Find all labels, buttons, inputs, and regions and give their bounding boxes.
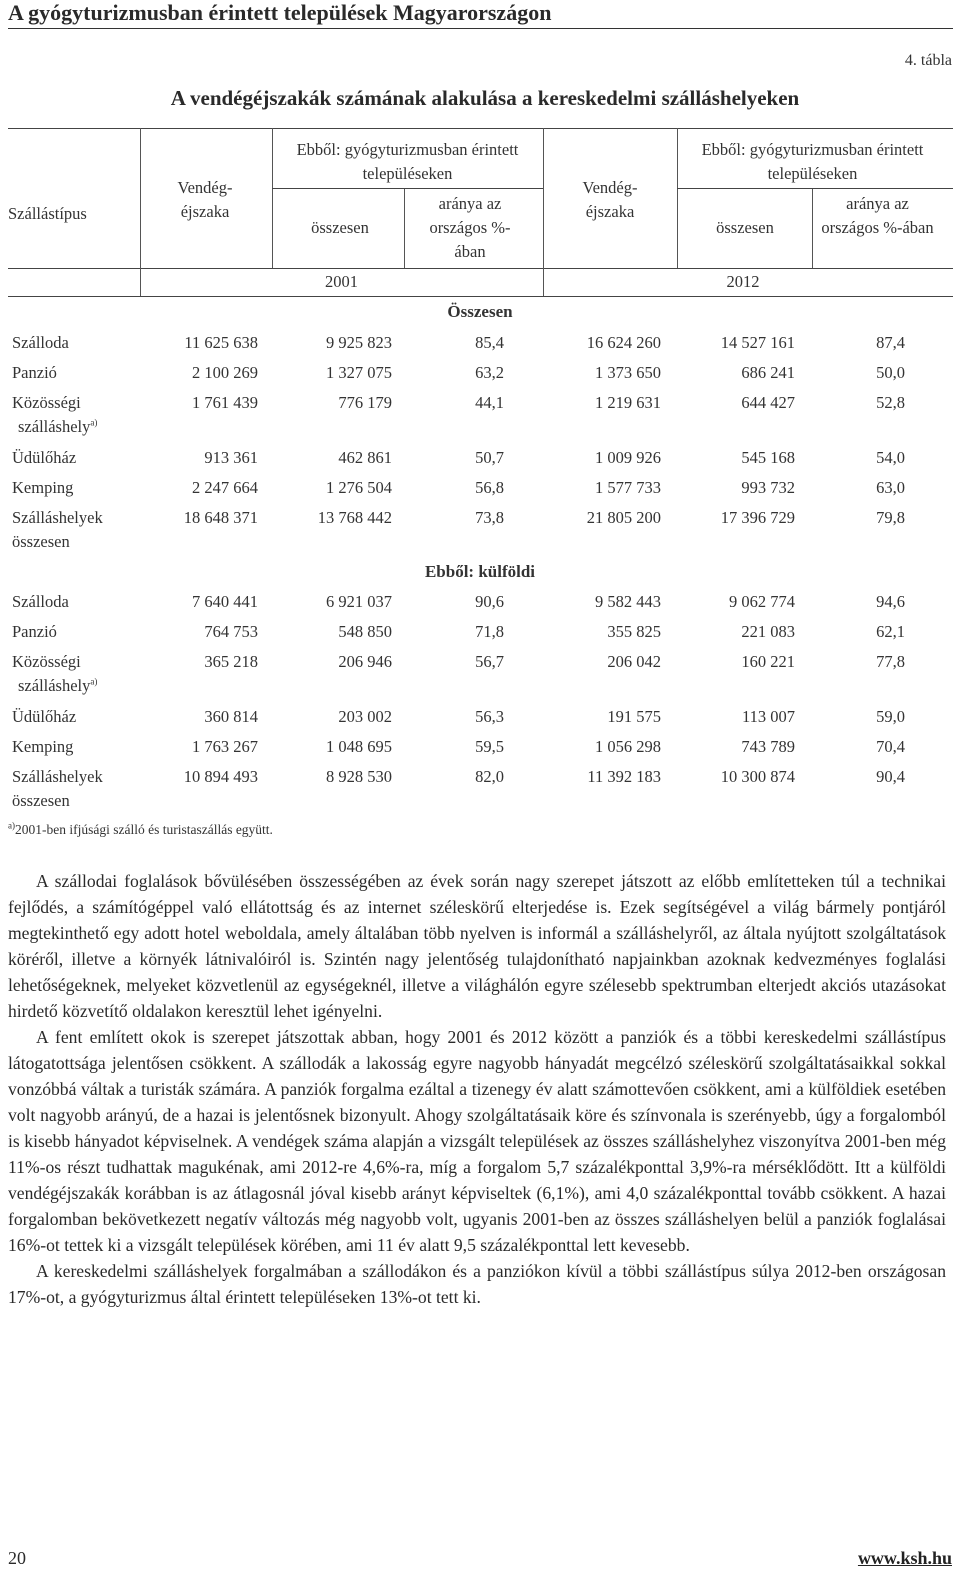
col-header-type: Szállástípus (8, 204, 87, 223)
footnote-text: 2001-ben ifjúsági szálló és turistaszállás együtt. (15, 822, 273, 837)
table-cell: 1 763 267 (192, 737, 258, 756)
table-cell: 94,6 (876, 592, 905, 611)
col-header-nights-2012: Vendég-éjszaka (582, 178, 638, 221)
table-cell: 13 768 442 (317, 508, 392, 527)
table-cell: 548 850 (338, 622, 392, 641)
footnote-mark: a) (8, 820, 15, 831)
table-number: 4. tábla (904, 52, 952, 69)
table-cell: 764 753 (204, 622, 258, 641)
table-cell: 360 814 (204, 707, 258, 726)
table-cell: 545 168 (741, 448, 795, 467)
section-label: Összesen (447, 302, 513, 321)
subheader-rule (677, 188, 953, 189)
page-header-title: A gyógyturizmusban érintett települések Magyarországon (8, 0, 953, 29)
table-cell: 56,8 (475, 478, 504, 497)
table-cell: 52,8 (876, 393, 905, 412)
col-header-nights-2001: Vendég-éjszaka (177, 178, 233, 221)
table-cell: 206 946 (338, 652, 392, 671)
section-label: Ebből: külföldi (424, 562, 536, 581)
header-rule (8, 268, 953, 269)
body-text (8, 868, 946, 1310)
table-cell: 50,7 (475, 448, 504, 467)
table-cell: 9 062 774 (729, 592, 795, 611)
table-cell: 79,8 (876, 508, 905, 527)
table-cell: 365 218 (204, 652, 258, 671)
table-cell: 743 789 (741, 737, 795, 756)
subheader-rule (272, 188, 543, 189)
table-title: A vendégéjszakák számának alakulása a kereskedelmi szálláshelyeken (170, 86, 800, 110)
table-cell: 1 373 650 (595, 363, 661, 382)
row-label: Szálláshelyek összesen (12, 767, 103, 810)
col-header-total-2012: összesen (716, 218, 774, 237)
table-cell: 77,8 (876, 652, 905, 671)
table-cell: 14 527 161 (720, 333, 795, 352)
paragraph: A fent említett okok is szerepet játszottak abban, hogy 2001 és 2012 között a panziók és a többi kereskedelmi szállástípus látogatottsága jelentősen csökkent. A szállodák a lakosság egyre nagyobb hányadát megcélzó széleskörű szolgáltatásaikkal sokkal vonzóbbá váltak a turisták számára. A panziók forgalma ezáltal a tizenegy év alatt számottevően csökkent, ami a külföldiek esetében volt nagyobb arányú, de a hazai is jelentősnek bizonyult. Ahogy szolgáltatásaik köre és színvonala is szerényebb, úgy a forgalomból is kisebb hányadot képviselnek. A vendégek száma alapján a vizsgált települések az összes szálláshelyhez viszonyítva 2001-ben még 11%-os részt tudhattak magukénak, ami 2012-re 4,6%-ra, míg a forgalom 5,7 százalékponttal 3,9%-ra mérséklődött. Itt a külföldi vendégéjszakák korábban is az átlagosnál jóval kisebb arányt képviseltek (6,1%), ami 4,0 százalékponttal tovább csökkent. A hazai forgalomban bekövetkezett negatív változás még nagyobb volt, ugyanis 2001-ben az összes szálláshelyen belül a panziók foglalásai 16%-ot tettek ki a vizsgált települések körében, ami 11 év alatt 9,5 százalékponttal lett kevesebb. (8, 1027, 946, 1255)
table-cell: 203 002 (338, 707, 392, 726)
table-cell: 62,1 (876, 622, 905, 641)
year-rule (8, 296, 953, 297)
row-label: Kemping (12, 737, 74, 756)
table-cell: 59,5 (475, 737, 504, 756)
page-number: 20 (8, 1548, 26, 1568)
table-cell: 50,0 (876, 363, 905, 382)
row-label: Kemping (12, 478, 74, 497)
table-cell: 1 056 298 (595, 737, 661, 756)
table-cell: 644 427 (741, 393, 795, 412)
table-cell: 9 582 443 (595, 592, 661, 611)
table-cell: 87,4 (876, 333, 905, 352)
table-cell: 113 007 (741, 707, 795, 726)
table-cell: 2 247 664 (192, 478, 258, 497)
row-label: Szálloda (12, 592, 69, 611)
table-cell: 71,8 (475, 622, 504, 641)
footnote (8, 822, 273, 838)
col-header-share-2012: aránya az országos %-ában (821, 194, 934, 237)
row-label: Közösségi szálláshely$^{a)}$ (12, 652, 98, 695)
col-divider (812, 188, 813, 268)
table-cell: 56,7 (475, 652, 504, 671)
table-cell: 90,4 (876, 767, 905, 786)
col-divider (404, 188, 405, 268)
table-cell: 70,4 (876, 737, 905, 756)
table-cell: 63,0 (876, 478, 905, 497)
table-cell: 18 648 371 (183, 508, 258, 527)
table-cell: 993 732 (741, 478, 795, 497)
table-cell: 355 825 (607, 622, 661, 641)
table-cell: 8 928 530 (326, 767, 392, 786)
table-cell: 54,0 (876, 448, 905, 467)
table-cell: 17 396 729 (720, 508, 795, 527)
table-cell: 59,0 (876, 707, 905, 726)
row-label: Szálláshelyek összesen (12, 508, 103, 551)
table-cell: 160 221 (741, 652, 795, 671)
table-cell: 686 241 (741, 363, 795, 382)
table-cell: 56,3 (475, 707, 504, 726)
table-cell: 462 861 (338, 448, 392, 467)
paragraph: A kereskedelmi szálláshelyek forgalmában a szállodákon és a panziókon kívül a többi szállástípus súlya 2012-ben országosan 17%-ot, a gyógyturizmus által érintett településeken 13%-ot tett ki. (8, 1261, 946, 1307)
table-cell: 191 575 (607, 707, 661, 726)
col-header-total-2001: összesen (311, 218, 369, 237)
table-cell: 1 276 504 (326, 478, 392, 497)
table-cell: 1 327 075 (326, 363, 392, 382)
table-cell: 9 925 823 (326, 333, 392, 352)
year-2012: 2012 (726, 272, 760, 291)
table-cell: 206 042 (607, 652, 661, 671)
paragraph: A szállodai foglalások bővülésében összességében az évek során nagy szerepet játszott az előbb említetteken túl a technikai fejlődés, a számítógéppel való ellátottság és az internet széleskörű elterjedése is. Ezek segítségével a világ bármely pontjáról megtekinthető egy adott hotel weboldala, amely általában több nyelven is informál a szálláshelyről, az általa nyújtott szolgáltatások köréről, illetve a környék látnivalóiról is. Szintén nagy jelentőség tulajdonítható napjainkban azoknak kedvezményes foglalási lehetőségeknek, melyeket közvetlenül az egységeknél, illetve a világhálón egyre szélesebb spektrumban elterjedt akciós utazásokat hirdető közvetítő oldalakon keresztül lehet igényelni. (8, 871, 946, 1021)
row-label: Panzió (12, 363, 57, 382)
table-cell: 90,6 (475, 592, 504, 611)
col-header-ofwhich-2001: Ebből: gyógyturizmusban érintett településeken (296, 140, 519, 183)
table-cell: 63,2 (475, 363, 504, 382)
table-cell: 82,0 (475, 767, 504, 786)
table-cell: 44,1 (475, 393, 504, 412)
table-cell: 21 805 200 (586, 508, 661, 527)
table-cell: 221 083 (741, 622, 795, 641)
col-header-ofwhich-2012: Ebből: gyógyturizmusban érintett településeken (701, 140, 924, 183)
table-cell: 1 048 695 (326, 737, 392, 756)
table-cell: 913 361 (204, 448, 258, 467)
table-cell: 776 179 (338, 393, 392, 412)
table-cell: 1 219 631 (595, 393, 661, 412)
table-cell: 11 625 638 (184, 333, 258, 352)
site-link[interactable]: www.ksh.hu (857, 1548, 952, 1568)
row-label: Üdülőház (12, 448, 77, 467)
col-header-share-2001: aránya az országos %-ában (429, 194, 511, 261)
table-cell: 10 300 874 (720, 767, 795, 786)
table-cell: 10 894 493 (183, 767, 258, 786)
row-label: Üdülőház (12, 707, 77, 726)
table-cell: 1 009 926 (595, 448, 661, 467)
table-cell: 2 100 269 (192, 363, 258, 382)
col-divider (272, 128, 273, 268)
row-label: Szálloda (12, 333, 69, 352)
table-cell: 7 640 441 (192, 592, 258, 611)
year-2001: 2001 (325, 272, 358, 291)
table-top-rule (8, 128, 953, 129)
row-label: Panzió (12, 622, 57, 641)
table-cell: 16 624 260 (586, 333, 661, 352)
table-cell: 73,8 (475, 508, 504, 527)
col-divider (677, 128, 678, 268)
row-label: Közösségi szálláshely$^{a)}$ (12, 393, 98, 436)
table-cell: 85,4 (475, 333, 504, 352)
table-cell: 1 577 733 (595, 478, 661, 497)
table-cell: 1 761 439 (192, 393, 258, 412)
table-cell: 6 921 037 (326, 592, 392, 611)
table-cell: 11 392 183 (587, 767, 661, 786)
